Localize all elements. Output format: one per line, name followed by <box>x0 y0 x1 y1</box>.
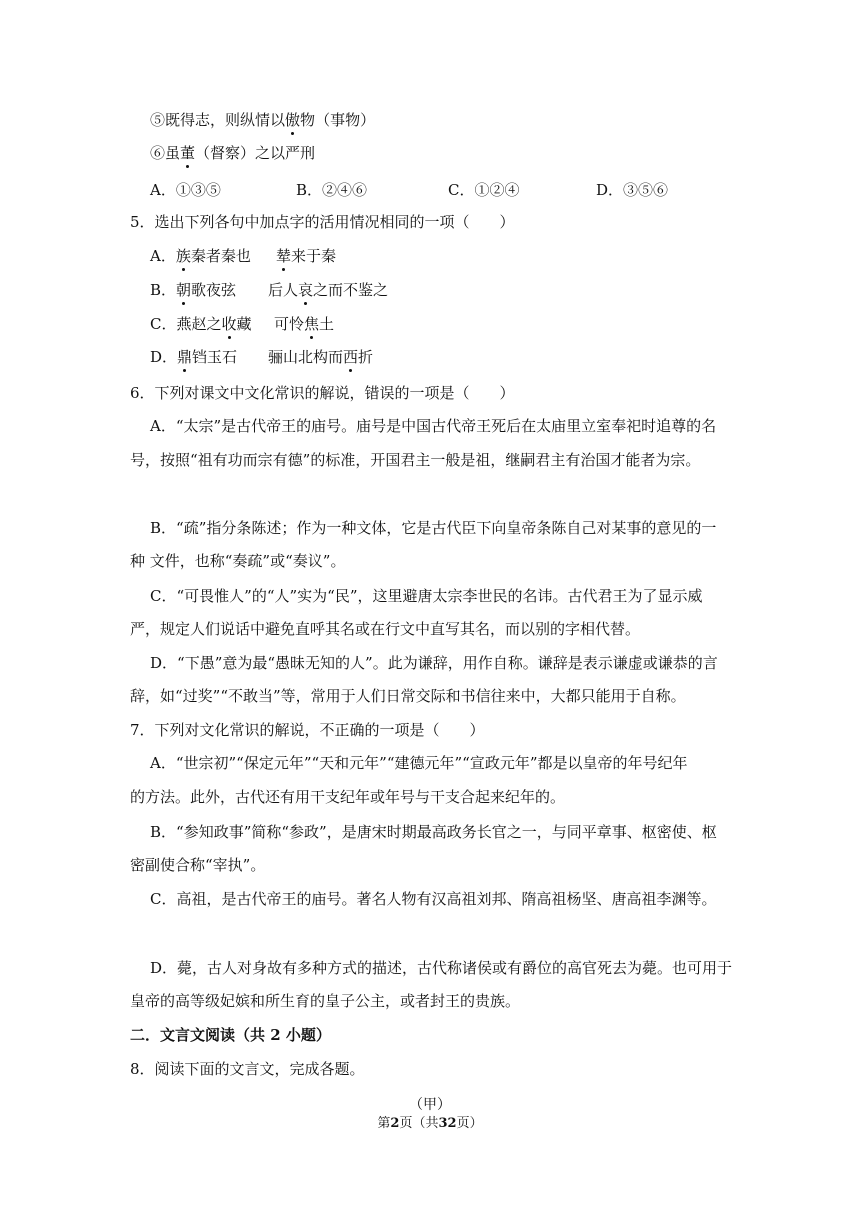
q7-option-d-line2: 皇帝的高等级妃嫔和所生育的皇子公主，或者封王的贵族。 <box>130 992 521 1010</box>
option-a: A．①③⑤ <box>150 181 221 199</box>
page-number: 2 <box>390 1116 400 1131</box>
q4-item-5: ⑤既得志，则纵情以傲物（事物） <box>150 111 376 129</box>
q6-stem: 6．下列对课文中文化常识的解说，错误的一项是（ ） <box>130 384 515 402</box>
dotted-char: 傲 <box>285 111 301 129</box>
q5-option-b: B．朝歌夜弦 后人哀之而不鉴之 <box>150 281 389 299</box>
dotted-char: 董 <box>180 144 196 162</box>
option-c: C．①②④ <box>448 181 520 199</box>
q4-item-6: ⑥虽董（督察）之以严刑 <box>150 144 316 162</box>
q6-option-c-line1: C．“可畏惟人”的“人”实为“民”，这里避唐太宗李世民的名讳。古代君王为了显示威 <box>150 587 703 605</box>
passage-label: （甲） <box>409 1097 451 1113</box>
q5-option-c: C．燕赵之收藏 可怜焦土 <box>150 315 335 333</box>
q5-option-a: A．族秦者秦也 辇来于秦 <box>150 247 337 265</box>
dotted-char: 族 <box>175 247 191 265</box>
q6-option-a-line1: A．“太宗”是古代帝王的庙号。庙号是中国古代帝王死后在太庙里立室奉祀时追尊的名 <box>150 417 717 435</box>
section-heading: 二．文言文阅读（共 2 小题） <box>130 1026 331 1044</box>
option-b: B．②④⑥ <box>296 181 368 199</box>
circled-number: ⑤ <box>150 111 166 129</box>
q7-option-b-line2: 密副使合称“宰执”。 <box>130 856 266 874</box>
dotted-char: 哀 <box>298 281 314 299</box>
dotted-char: 收 <box>221 315 237 333</box>
dotted-char: 西 <box>343 348 359 366</box>
q6-option-d-line1: D．“下愚”意为最“愚昧无知的人”。此为谦辞，用作自称。谦辞是表示谦虚或谦恭的言 <box>150 654 718 672</box>
q7-option-b-line1: B．“参知政事”简称“参政”，是唐宋时期最高政务长官之一，与同平章事、枢密使、枢 <box>150 823 717 841</box>
page-footer: 第2页（共32页） <box>377 1116 483 1131</box>
q6-option-b-line1: B．“疏”指分条陈述；作为一种文体，它是古代臣下向皇帝条陈自己对某事的意见的一 <box>150 519 717 537</box>
q5-option-d: D．鼎铛玉石 骊山北构而西折 <box>150 348 374 366</box>
dotted-char: 焦 <box>304 315 320 333</box>
q7-option-a-line2: 的方法。此外，古代还有用干支纪年或年号与干支合起来纪年的。 <box>130 788 566 806</box>
q7-option-d-line1: D．薨，古人对身故有多种方式的描述，古代称诸侯或有爵位的高官死去为薨。也可用于 <box>150 959 733 977</box>
page-total: 32 <box>438 1116 457 1131</box>
q8-stem: 8．阅读下面的文言文，完成各题。 <box>130 1060 365 1078</box>
q7-stem: 7．下列对文化常识的解说，不正确的一项是（ ） <box>130 721 485 739</box>
circled-number: ⑥ <box>150 144 166 162</box>
q7-option-a-line1: A．“世宗初”“保定元年”“天和元年”“建德元年”“宣政元年”都是以皇帝的年号纪年 <box>150 754 688 772</box>
q7-option-c-line1: C．高祖，是古代帝王的庙号。著名人物有汉高祖刘邦、隋高祖杨坚、唐高祖李渊等。 <box>150 890 717 908</box>
option-d: D．③⑤⑥ <box>596 181 669 199</box>
q6-option-b-line2: 种 文件，也称“奏疏”或“奏议”。 <box>130 552 346 570</box>
dotted-char: 鼎 <box>177 348 193 366</box>
q6-option-c-line2: 严，规定人们说话中避免直呼其名或在行文中直写其名，而以别的字相代替。 <box>130 620 641 638</box>
q5-stem: 5．选出下列各句中加点字的活用情况相同的一项（ ） <box>130 213 515 231</box>
q6-option-a-line2: 号，按照“祖有功而宗有德”的标准，开国君主一般是祖，继嗣君主有治国才能者为宗。 <box>130 451 701 469</box>
dotted-char: 辇 <box>276 247 292 265</box>
q6-option-d-line2: 辞，如“过奖”“不敢当”等，常用于人们日常交际和书信往来中，大都只能用于自称。 <box>130 687 686 705</box>
dotted-char: 朝 <box>176 281 192 299</box>
